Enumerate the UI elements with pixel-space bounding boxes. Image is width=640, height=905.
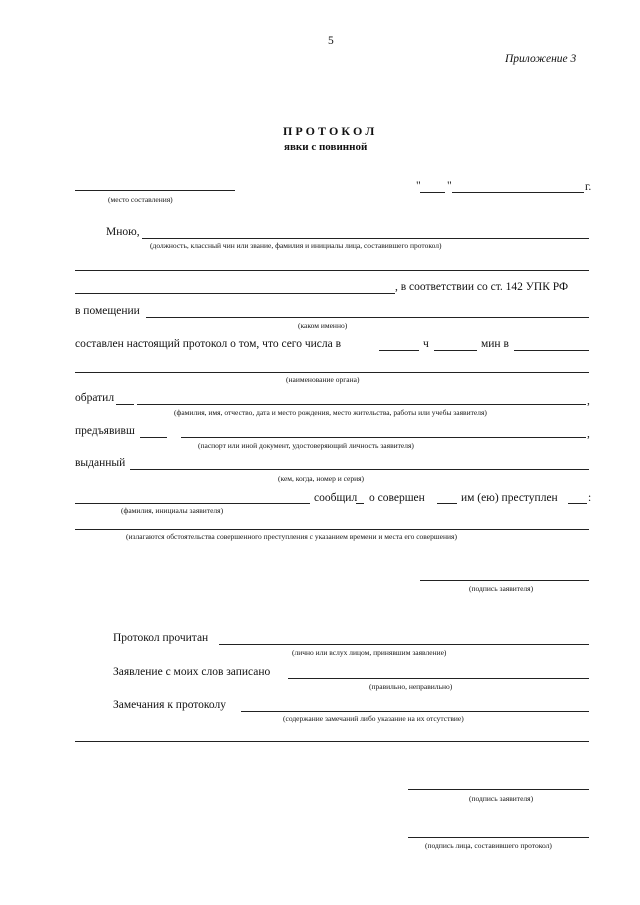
drafted-text: составлен настоящий протокол о том, что сего числа в bbox=[75, 338, 342, 350]
signature-1-line[interactable] bbox=[420, 580, 589, 581]
reported-text-3: им (ею) преступлен bbox=[461, 492, 558, 504]
by-line[interactable] bbox=[142, 238, 589, 239]
organ-caption: (наименование органа) bbox=[286, 375, 360, 384]
compliance-text: , в соответствии со ст. 142 УПК РФ bbox=[395, 281, 569, 293]
minutes-label: мин в bbox=[481, 338, 509, 350]
date-month-year-line[interactable] bbox=[452, 192, 584, 193]
reported-ending-line-2[interactable] bbox=[437, 503, 457, 504]
document-title: П Р О Т О К О Л bbox=[283, 124, 375, 138]
appendix-label: Приложение 3 bbox=[505, 53, 577, 65]
by-line-2[interactable] bbox=[75, 270, 589, 271]
presented-label: предъявивш bbox=[75, 425, 135, 437]
reported-text-2: о совершен bbox=[369, 492, 425, 504]
remarks-caption: (содержание замечаний либо указание на их отсутствие) bbox=[283, 714, 464, 723]
document-subtitle: явки с повинной bbox=[284, 141, 368, 153]
applied-caption: (фамилия, имя, отчество, дата и место рождения, место жительства, работы или учебы заявителя) bbox=[174, 408, 487, 417]
reported-ending-line-3[interactable] bbox=[568, 503, 587, 504]
signature-1-caption: (подпись заявителя) bbox=[469, 584, 534, 593]
read-caption: (лично или вслух лицом, принявшим заявление) bbox=[292, 648, 447, 657]
reporter-line[interactable] bbox=[75, 503, 310, 504]
applied-line[interactable] bbox=[137, 404, 586, 405]
place-caption: (место составления) bbox=[108, 195, 173, 204]
recorded-line[interactable] bbox=[288, 678, 589, 679]
year-suffix: г. bbox=[585, 181, 592, 193]
minutes-line[interactable] bbox=[434, 350, 477, 351]
reported-text-1: сообщил bbox=[314, 492, 358, 504]
room-line[interactable] bbox=[146, 317, 589, 318]
date-quote-close: " bbox=[447, 180, 452, 192]
date-quote-open: " bbox=[416, 180, 421, 192]
organ-line[interactable] bbox=[75, 372, 589, 373]
recorded-label: Заявление с моих слов записано bbox=[113, 666, 271, 678]
reported-ending-line-1[interactable] bbox=[356, 503, 364, 504]
room-label: в помещении bbox=[75, 305, 140, 317]
remarks-line[interactable] bbox=[241, 711, 589, 712]
signature-3-line[interactable] bbox=[408, 837, 589, 838]
issued-label: выданный bbox=[75, 457, 126, 469]
hours-label: ч bbox=[423, 338, 429, 350]
by-label: Мною, bbox=[106, 226, 140, 238]
issued-line[interactable] bbox=[130, 469, 589, 470]
signature-2-caption: (подпись заявителя) bbox=[469, 794, 534, 803]
signature-3-caption: (подпись лица, составившего протокол) bbox=[425, 841, 552, 850]
place-line[interactable] bbox=[75, 190, 235, 191]
signature-2-line[interactable] bbox=[408, 789, 589, 790]
presented-caption: (паспорт или иной документ, удостоверяющий личность заявителя) bbox=[198, 441, 414, 450]
reported-colon: : bbox=[588, 492, 592, 504]
circumstances-line[interactable] bbox=[75, 529, 589, 530]
hours-line[interactable] bbox=[379, 350, 419, 351]
compliance-line[interactable] bbox=[75, 293, 395, 294]
remarks-line-2[interactable] bbox=[75, 741, 589, 742]
reporter-caption: (фамилия, инициалы заявителя) bbox=[121, 506, 224, 515]
applied-comma: , bbox=[587, 395, 590, 407]
issued-caption: (кем, когда, номер и серия) bbox=[278, 474, 365, 483]
presented-line[interactable] bbox=[181, 437, 586, 438]
read-label: Протокол прочитан bbox=[113, 632, 209, 644]
by-caption: (должность, классный чин или звание, фамилия и инициалы лица, составившего протокол) bbox=[150, 241, 442, 250]
date-day-line[interactable] bbox=[420, 192, 445, 193]
organ-line-start[interactable] bbox=[514, 350, 589, 351]
page-number: 5 bbox=[328, 35, 334, 47]
read-line[interactable] bbox=[219, 644, 589, 645]
room-caption: (каком именно) bbox=[298, 321, 348, 330]
applied-label: обратил bbox=[75, 392, 115, 404]
circumstances-caption: (излагаются обстоятельства совершенного преступления с указанием времени и места его совершения) bbox=[126, 532, 457, 541]
applied-ending-line[interactable] bbox=[116, 404, 134, 405]
remarks-label: Замечания к протоколу bbox=[113, 699, 227, 711]
recorded-caption: (правильно, неправильно) bbox=[369, 682, 453, 691]
presented-ending-line[interactable] bbox=[140, 437, 167, 438]
presented-comma: , bbox=[587, 428, 590, 440]
